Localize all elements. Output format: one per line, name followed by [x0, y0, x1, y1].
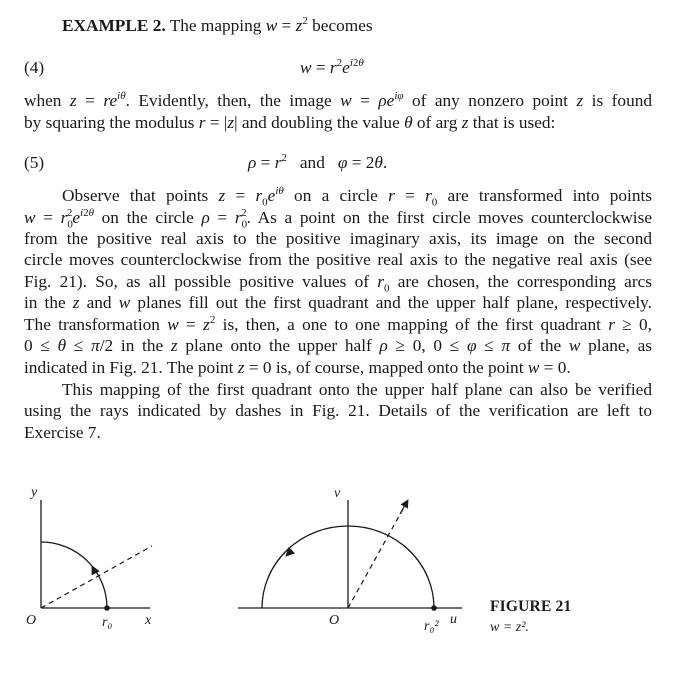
figure-caption-text: w = z². [490, 620, 529, 635]
z-dashed-ray [41, 546, 152, 608]
para2-line2: $w = r_0^2e^{i2\theta}$ on the circle $\rho = r_0^2$. As a point on the first circle moves counterclockwise [24, 207, 653, 231]
para2-line6: in the z and w planes fill out the first quadrant and the upper half plane, respectively. [24, 293, 652, 312]
example-title: EXAMPLE 2. [62, 16, 166, 35]
w-r0sq-point [431, 605, 437, 611]
para2-line7: The transformation $w = z^2$ is, then, a one to one mapping of the first quadrant r ≥ 0, [24, 314, 653, 334]
z-quarter-circle-arc [41, 542, 107, 608]
z-y-label: y [31, 485, 38, 500]
example-intro: The mapping $w = z^2$ becomes [169, 15, 373, 35]
w-origin-label: O [329, 613, 340, 628]
w-u-label: u [450, 612, 457, 627]
w-ray-arrow [400, 500, 408, 514]
para1-line2: by squaring the modulus r = |z| and doubling the value θ of arg z that is used: [24, 113, 556, 132]
para3-line1: This mapping of the first quadrant onto the upper half plane can also be verified [62, 380, 652, 399]
para2-line4: circle moves counterclockwise from the positive real axis to the negative real axis (see [24, 250, 652, 269]
para2-line8: 0 ≤ θ ≤ π/2 in the z plane onto the upper half ρ ≥ 0, 0 ≤ φ ≤ π of the w plane, as [24, 336, 652, 355]
para3-line3: Exercise 7. [24, 423, 101, 442]
figure-21 [0, 470, 700, 660]
w-plane-diagram [238, 486, 462, 634]
equation-4: $w = r^2e^{i2\theta}$ [300, 57, 364, 77]
z-r0-point [104, 605, 110, 611]
example-heading [62, 15, 690, 37]
equation-5: $\rho = r^2$ and φ = 2θ. [248, 152, 388, 172]
z-origin-label: O [26, 613, 37, 628]
equation-5-and: and [299, 153, 325, 172]
equation-4-number: (4) [24, 58, 45, 77]
w-v-label: v [334, 486, 341, 501]
para2-line9: indicated in Fig. 21. The point z = 0 is, of course, mapped onto the point w = 0. [24, 358, 571, 377]
w-dashed-ray [348, 500, 408, 608]
para2-line3: from the positive real axis to the positive imaginary axis, its image on the second [24, 229, 652, 248]
figure-caption-title: FIGURE 21 [490, 598, 572, 615]
para3-line2: using the rays indicated by dashes in Fig. 21. Details of the verification are left to [24, 401, 652, 420]
z-plane-diagram [26, 485, 152, 630]
para2-line1: Observe that points $z = r_0e^{i\theta}$ on a circle $r = r_0$ are transformed into points [62, 185, 652, 209]
equation-5-number: (5) [24, 153, 45, 172]
para1-line1: when $z = re^{i\theta}$. Evidently, then, the image $w = \rho e^{i\varphi}$ of any nonzero point z is found [24, 90, 652, 110]
z-r0-label: r₀ [102, 615, 113, 630]
para2-line5: Fig. 21). So, as all possible positive values of $r_0$ are chosen, the corresponding arcs [24, 272, 652, 295]
z-x-label: x [145, 613, 152, 628]
w-r0sq-label: r₀² [424, 619, 439, 634]
